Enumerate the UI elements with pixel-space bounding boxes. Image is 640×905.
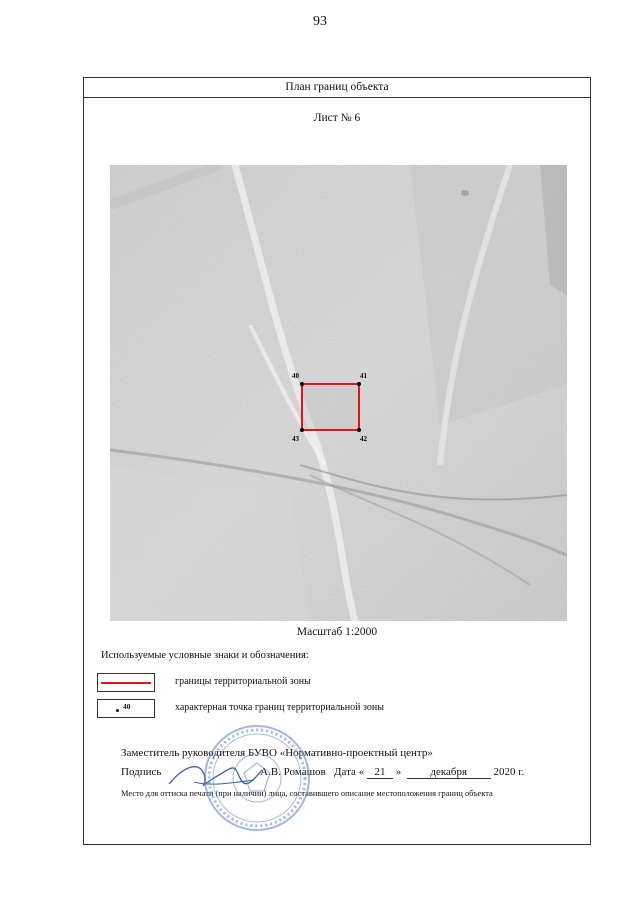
legend-symbol-boundary	[97, 673, 155, 692]
signer-position: Заместитель руководителя БУВО «Нормативно-проектный центр»	[121, 747, 433, 759]
boundary-point	[357, 382, 361, 386]
boundary-plan-frame	[83, 77, 591, 845]
map-feature	[461, 190, 469, 196]
point-icon	[116, 709, 119, 712]
legend-heading: Используемые условные знаки и обозначения:	[101, 650, 309, 661]
sheet-label: Лист № 6	[313, 112, 361, 124]
aerial-map-svg	[110, 165, 567, 621]
boundary-point	[300, 428, 304, 432]
date-month: декабря	[407, 766, 491, 779]
signature-row	[121, 766, 524, 779]
frame-title: План границ объекта	[84, 78, 590, 98]
boundary-point	[300, 382, 304, 386]
signature-label: Подпись	[121, 766, 162, 778]
legend-symbol-point	[97, 699, 155, 718]
date-day-close: »	[395, 766, 402, 778]
red-line-icon	[101, 682, 151, 684]
legend-text-boundary: границы территориальной зоны	[175, 676, 311, 687]
boundary-point	[357, 428, 361, 432]
date-label: Дата «	[334, 766, 365, 778]
point-label: 40	[292, 372, 299, 380]
aerial-map	[110, 165, 567, 621]
point-label: 42	[360, 435, 367, 443]
point-label: 43	[292, 435, 299, 443]
page-number: 93	[313, 14, 327, 29]
stamp-note: Место для оттиска печати (при наличии) лица, составившего описание местоположения границ объекта	[121, 789, 493, 798]
legend-point-label: 40	[123, 702, 131, 711]
point-label: 41	[360, 372, 367, 380]
zone-interior	[302, 384, 359, 430]
legend-text-point: характерная точка границ территориальной зоны	[175, 702, 384, 713]
scale-label: Масштаб 1:2000	[296, 626, 378, 638]
date-day: 21	[367, 766, 393, 779]
date-year: 2020 г.	[493, 766, 525, 778]
signer-name: А.В. Ромашов	[260, 766, 326, 778]
